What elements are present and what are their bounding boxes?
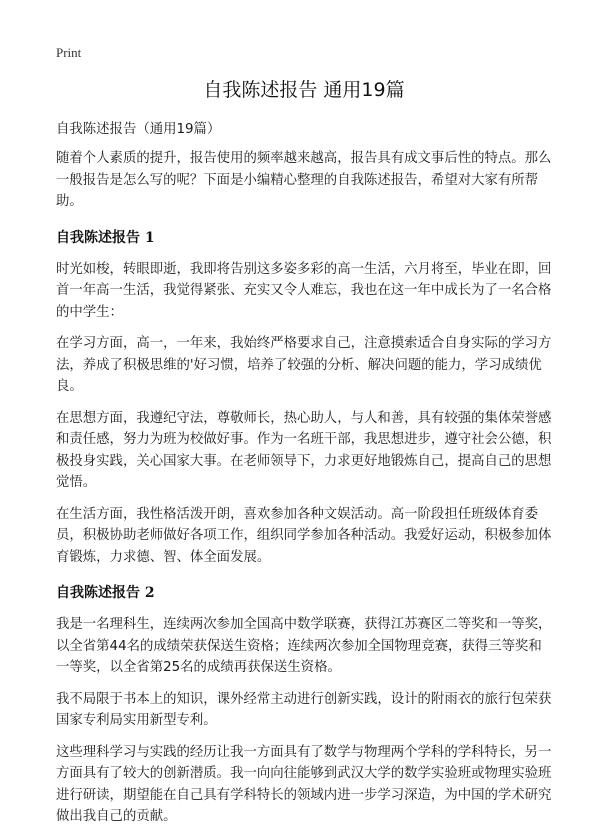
section-paragraph: 时光如梭，转眼即逝，我即将告别这多姿多彩的高一生活，六月将至，毕业在即，回首一年高一生活，我觉得紧张、充实又令人难忘，我也在这一年中成长为了一名合格的中学生： — [56, 261, 552, 320]
section-paragraph: 我是一名理科生，连续两次参加全国高中数学联赛，获得江苏赛区二等奖和一等奖，以全省第44名的成绩荣获保送生资格；连续两次参加全国物理竞赛，获得三等奖和一等奖，以全省第25名的成绩再获保送生资格。 — [56, 617, 552, 675]
section-2 — [56, 582, 552, 828]
section-heading: 自我陈述报告 2 — [56, 585, 155, 601]
intro-paragraph: 随着个人素质的提升，报告使用的频率越来越高，报告具有成文事后性的特点。那么一般报告是怎么写的呢？下面是小编精心整理的自我陈述报告，希望对大家有所帮助。 — [56, 151, 552, 209]
document-subtitle: 自我陈述报告（通用19篇） — [56, 122, 221, 137]
document-title: 自我陈述报告 通用19篇 — [203, 79, 405, 101]
section-paragraph: 我不局限于书本上的知识，课外经常主动进行创新实践，设计的附雨衣的旅行包荣获国家专利局实用新型专利。 — [56, 691, 552, 728]
section-paragraph: 这些理科学习与实践的经历让我一方面具有了数学与物理两个学科的学科特长，另一方面具有了较大的创新潜质。我一向向往能够到武汉大学的数学实验班或物理实验班进行研读，期望能在自己具有学科特长的领域内进一步学习深造，为中国的学术研究做出我自己的贡献。 — [56, 744, 552, 824]
document-body — [56, 120, 552, 838]
section-paragraph: 在生活方面，我性格活泼开朗，喜欢参加各种文娱活动。高一阶段担任班级体育委员，积极协助老师做好各项工作，组织同学参加各种活动。我爱好运动，积极参加体育锻炼，力求德、智、体全面发展。 — [56, 506, 552, 565]
section-paragraph: 在思想方面，我遵纪守法，尊敬师长，热心助人，与人和善，具有较强的集体荣誉感和责任感，努力为班为校做好事。作为一名班干部，我思想进步，遵守社会公德，积极投身实践，关心国家大事。在老师领导下，力求更好地锻炼自己，提高自己的思想觉悟。 — [56, 410, 552, 490]
section-1 — [56, 227, 552, 569]
print-link[interactable]: Print — [56, 45, 82, 60]
section-paragraph: 在学习方面，高一，一年来，我始终严格要求自己，注意摸索适合自身实际的学习方法，养成了积极思维的'好习惯，培养了较强的分析、解决问题的能力，学习成绩优良。 — [56, 336, 552, 394]
section-heading: 自我陈述报告 1 — [56, 229, 155, 246]
